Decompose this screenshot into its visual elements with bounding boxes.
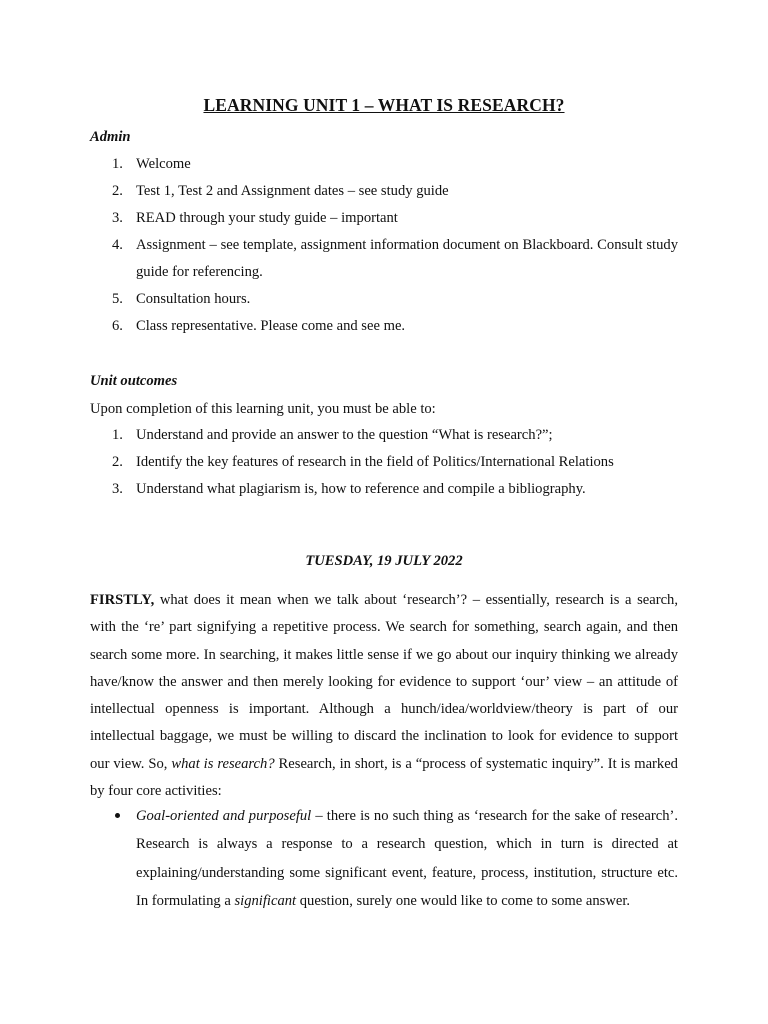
list-number: 2. [112, 454, 123, 470]
list-number: 6. [112, 318, 123, 334]
outcomes-intro: Upon completion of this learning unit, you must be able to: [90, 401, 436, 417]
bullet-icon [115, 813, 120, 818]
list-item [90, 151, 678, 178]
core-activities-list [90, 802, 678, 915]
firstly-lead: FIRSTLY, [90, 592, 155, 608]
firstly-part1: what does it mean when we talk about ‘research’? – essentially, research is a search, with the ‘re’ part signifying a repetitive process. We search for something, search again, and then search some more. In searching, it makes little sense if we go about our inquiry thinking we already have/know the answer and then merely looking for evidence to support ‘our’ view – an attitude of intellectual openness is important. Although a hunch/idea/worldview/theory is part of our intellectual baggage, we must be willing to discard the inclination to look for evidence to support our view. So, [90, 592, 678, 772]
bullet-italic-mid: significant [234, 892, 297, 909]
list-text: Understand what plagiarism is, how to reference and compile a bibliography. [136, 481, 586, 497]
list-number: 1. [112, 156, 123, 172]
list-text: Understand and provide an answer to the question “What is research?”; [136, 427, 553, 443]
date-heading: TUESDAY, 19 JULY 2022 [305, 553, 463, 569]
admin-list [90, 151, 678, 340]
list-item [90, 422, 678, 449]
list-number: 1. [112, 427, 123, 443]
list-item [90, 802, 678, 915]
bullet-part1: – there is no such thing as ‘research for the sake of research’. Research is always a response to a research question, which in turn is directed at explaining/understanding some significant event, feature, process, institution, structure etc. In formulating a [136, 808, 678, 909]
outcomes-heading: Unit outcomes [90, 373, 178, 389]
bullet-italic-lead: Goal-oriented and purposeful [136, 808, 312, 824]
list-item [90, 449, 678, 476]
list-number: 4. [112, 237, 123, 253]
list-text: Test 1, Test 2 and Assignment dates – see study guide [136, 183, 449, 199]
list-number: 3. [112, 481, 123, 497]
bullet-part2: question, surely one would like to come to some answer. [296, 892, 631, 909]
list-item [90, 205, 678, 232]
list-text: Welcome [136, 156, 191, 172]
list-text: Assignment – see template, assignment information document on Blackboard. Consult study guide for referencing. [136, 237, 678, 280]
list-number: 2. [112, 183, 123, 199]
list-item [90, 286, 678, 313]
list-text: READ through your study guide – important [136, 210, 398, 226]
outcomes-list [90, 422, 678, 503]
list-text: Identify the key features of research in the field of Politics/International Relations [136, 454, 614, 470]
list-item [90, 232, 678, 286]
admin-heading: Admin [90, 129, 131, 145]
document-title: LEARNING UNIT 1 – WHAT IS RESEARCH? [203, 95, 565, 115]
firstly-part2: Research, in short, is a “process of systematic inquiry”. It is marked by four core activities: [90, 755, 678, 800]
list-number: 5. [112, 291, 123, 307]
list-item [90, 178, 678, 205]
list-number: 3. [112, 210, 123, 226]
list-item [90, 313, 678, 340]
list-text: Consultation hours. [136, 291, 251, 307]
list-text: Class representative. Please come and see me. [136, 318, 406, 334]
firstly-paragraph [90, 587, 678, 805]
list-item [90, 476, 678, 503]
firstly-italic: what is research? [171, 755, 275, 772]
